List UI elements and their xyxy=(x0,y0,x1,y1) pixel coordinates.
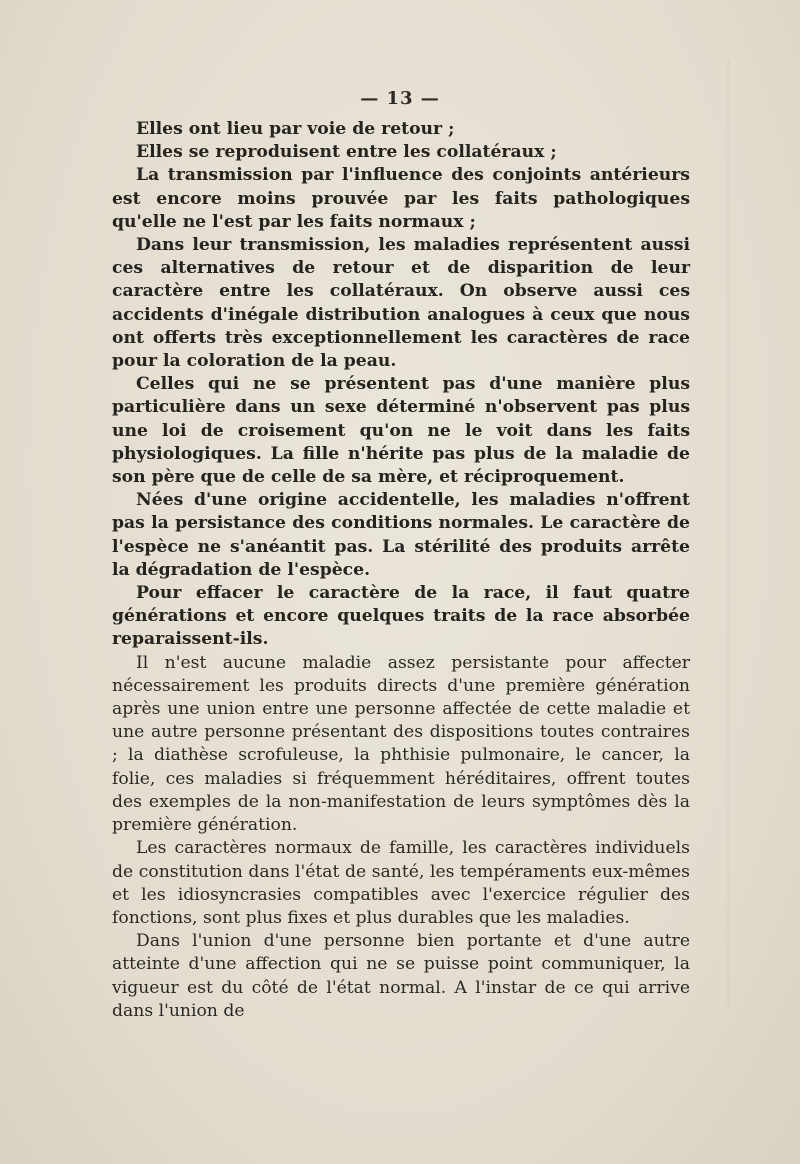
paragraph: Dans l'union d'une personne bien portante et d'une autre atteinte d'une affection qui ne se puisse point communiquer, la vigueur est du côté de l'état normal. A l'instar de ce qui arrive dans l'union de xyxy=(112,931,690,1021)
bleed-through-shadow xyxy=(724,60,730,1010)
paragraph: La transmission par l'influence des conjoints antérieurs est encore moins prouvée par les faits pathologiques qu'elle ne l'est par les faits normaux ; xyxy=(112,165,690,232)
paragraph: Il n'est aucune maladie assez persistante pour affecter nécessairement les produits directs d'une première génération après une union entre une personne affectée de cette maladie et une autre personne présentant des dispositions toutes contraires ; la diathèse scrofuleuse, la phthisie pulmonaire, le cancer, la folie, ces maladies si fréquemment héréditaires, offrent toutes des exemples de la non-manifestation de leurs symptômes dès la première génération. xyxy=(112,652,690,836)
paragraph: Nées d'une origine accidentelle, les maladies n'offrent pas la persistance des conditions normales. Le caractère de l'espèce ne s'anéantit pas. La stérilité des produits arrête la dégradation de l'espèce. xyxy=(112,490,690,580)
paragraph: Les caractères normaux de famille, les caractères individuels de constitution dans l'état de santé, les tempéraments eux-mêmes et les idiosyncrasies compatibles avec l'exercice régulier des fonctions, sont plus fixes et plus durables que les maladies. xyxy=(112,838,690,928)
paragraph: Celles qui ne se présentent pas d'une manière plus particulière dans un sexe déterminé n'observent pas plus une loi de croisement qu'on ne le voit dans les faits physiologiques. La fille n'hérite pas plus de la maladie de son père que de celle de sa mère, et réciproquement. xyxy=(112,374,690,488)
paragraph: Pour effacer le caractère de la race, il faut quatre générations et encore quelques traits de la race absorbée reparaissent-ils. xyxy=(112,583,690,650)
page-number: — 13 — xyxy=(360,88,440,109)
paragraph: Elles ont lieu par voie de retour ; xyxy=(136,119,455,139)
body-text xyxy=(112,118,690,1023)
paragraph: Elles se reproduisent entre les collatéraux ; xyxy=(136,142,557,163)
paragraph: Dans leur transmission, les maladies représentent aussi ces alternatives de retour et de disparition de leur caractère entre les collatéraux. On observe aussi ces accidents d'inégale distribution analogues à ceux que nous ont offerts très exceptionnellement les caractères de race pour la coloration de la peau. xyxy=(112,235,690,372)
